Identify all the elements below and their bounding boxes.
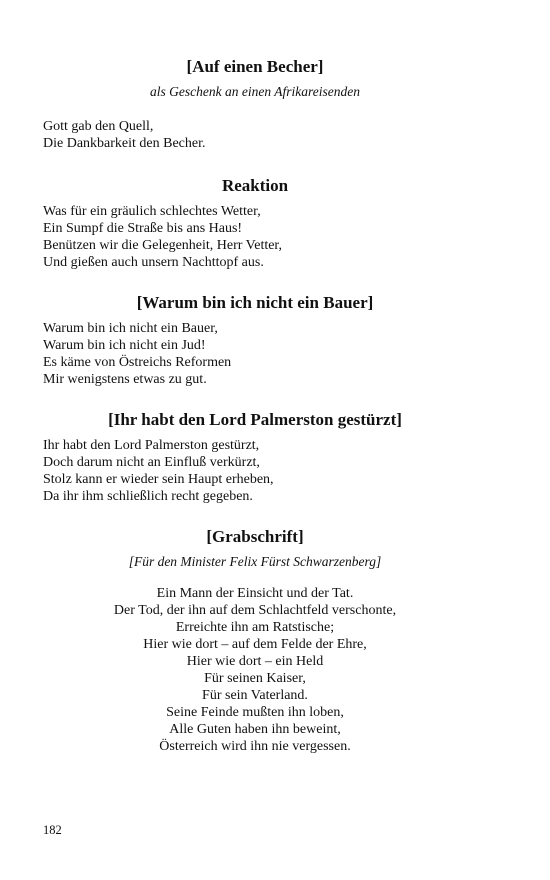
poem-line: Ein Mann der Einsicht und der Tat. [156,586,354,601]
poem-line: Benützen wir die Gelegenheit, Herr Vetter, [43,238,283,253]
poem-title: [Ihr habt den Lord Palmerston gestürzt] [108,410,402,429]
poem-line: Österreich wird ihn nie vergessen. [159,739,351,754]
poem-line: Gott gab den Quell, [43,119,154,134]
poem-title: Reaktion [221,176,289,195]
poem-stanza [43,320,467,388]
poem-reaktion [43,175,467,271]
poem-line: Warum bin ich nicht ein Jud! [43,338,206,353]
poem-line: Was für ein gräulich schlechtes Wetter, [43,204,261,219]
poem-line: Da ihr ihm schließlich recht gegeben. [43,489,253,504]
poem-line: Die Dankbarkeit den Becher. [43,136,206,151]
poem-title: [Auf einen Becher] [186,57,324,76]
poem-auf-einen-becher [43,56,467,152]
poem-line: Ihr habt den Lord Palmerston gestürzt, [43,438,260,453]
poem-line: Warum bin ich nicht ein Bauer, [43,321,218,336]
page-content [43,56,467,755]
poem-subtitle: [Für den Minister Felix Fürst Schwarzenberg] [128,554,382,569]
poem-line: Stolz kann er wieder sein Haupt erheben, [43,472,274,487]
poem-line: Doch darum nicht an Einfluß verkürzt, [43,455,260,470]
page-number: 182 [43,823,62,837]
poem-title: [Warum bin ich nicht ein Bauer] [136,293,374,312]
poem-stanza [43,203,467,271]
poem-line: Und gießen auch unsern Nachttopf aus. [43,255,264,270]
poem-grabschrift [43,526,467,755]
poem-line: Für seinen Kaiser, [204,671,306,686]
poem-line: Alle Guten haben ihn beweint, [169,722,341,737]
poem-line: Hier wie dort – auf dem Felde der Ehre, [143,637,367,652]
poem-lord-palmerston [43,409,467,505]
poem-line: Es käme von Östreichs Reformen [43,355,232,370]
poem-line: Ein Sumpf die Straße bis ans Haus! [43,221,243,236]
poem-line: Hier wie dort – ein Held [186,654,324,669]
poem-stanza [43,118,467,152]
poem-line: Mir wenigstens etwas zu gut. [43,372,207,387]
poem-title: [Grabschrift] [206,527,304,546]
poem-line: Seine Feinde mußten ihn loben, [166,705,344,720]
poem-stanza [43,437,467,505]
poem-line: Für sein Vaterland. [202,688,308,703]
poem-subtitle: als Geschenk an einen Afrikareisenden [150,84,360,99]
poem-stanza [43,585,467,755]
poem-line: Erreichte ihn am Ratstische; [175,620,335,635]
poem-line: Der Tod, der ihn auf dem Schlachtfeld verschonte, [113,603,397,618]
poem-warum-bin-ich-nicht-ein-bauer [43,292,467,388]
